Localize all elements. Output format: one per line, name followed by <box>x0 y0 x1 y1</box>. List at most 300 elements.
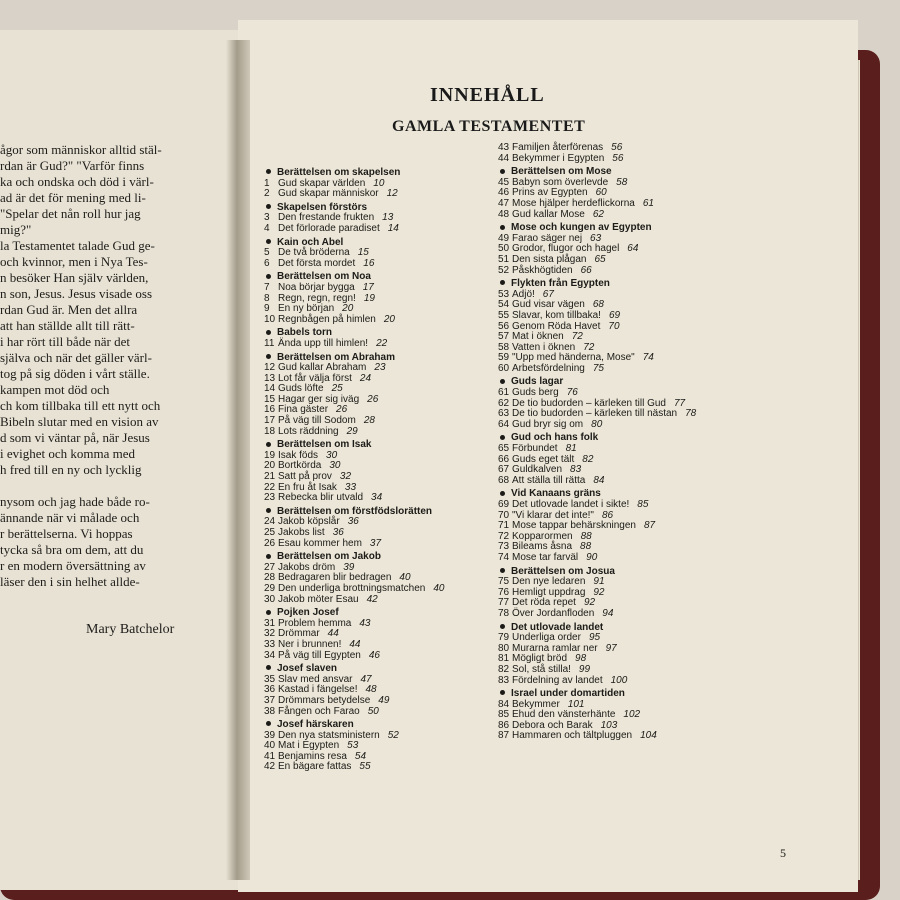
toc-entry-title: Gud bryr sig om <box>512 418 584 430</box>
toc-entry <box>264 539 494 550</box>
toc-entry-title: Vatten i öknen <box>512 341 576 353</box>
toc-entry-title: Guds eget tält <box>512 453 575 465</box>
toc-entry-page: 98 <box>575 653 587 665</box>
toc-entry-number: 86 <box>498 719 510 731</box>
toc-entry-number: 52 <box>498 264 510 276</box>
toc-entry-number: 67 <box>498 464 510 476</box>
toc-entry-page: 82 <box>582 453 594 465</box>
toc-entry-page: 40 <box>399 572 411 584</box>
toc-entry-number: 15 <box>264 393 276 405</box>
toc-entry-title: De tio budorden – kärleken till Gud <box>512 397 666 409</box>
toc-entry-title: Isak föds <box>278 449 319 461</box>
toc-entry-number: 54 <box>498 299 510 311</box>
toc-entry-title: Kastad i fängelse! <box>278 684 358 696</box>
toc-column-left <box>264 165 494 773</box>
toc-entry-title: Hemligt uppdrag <box>512 586 586 598</box>
toc-entry <box>498 609 778 620</box>
toc-entry-title: Att ställa till rätta <box>512 474 586 486</box>
toc-section-title: Berättelsen om Mose <box>511 166 612 178</box>
bullet-icon <box>500 624 505 629</box>
bullet-icon <box>266 508 271 513</box>
text-line: kampen mot död och <box>0 382 110 397</box>
toc-entry-number: 84 <box>498 698 510 710</box>
toc-entry <box>264 224 494 235</box>
toc-entry-page: 60 <box>595 187 607 199</box>
toc-entry <box>264 595 494 606</box>
toc-entry-number: 16 <box>264 404 276 416</box>
toc-entry-title: Mat i Egypten <box>278 740 340 752</box>
toc-entry-number: 45 <box>498 176 510 188</box>
toc-entry-page: 58 <box>616 176 628 188</box>
toc-entry <box>498 154 778 165</box>
toc-entry <box>498 476 778 487</box>
bullet-icon <box>266 665 271 670</box>
toc-entry-number: 53 <box>498 288 510 300</box>
toc-entry-number: 23 <box>264 492 276 504</box>
toc-entry-title: Jakob köpslår <box>278 516 340 528</box>
toc-entry-title: Drömmars betydelse <box>278 694 371 706</box>
toc-entry <box>498 731 778 742</box>
toc-entry-number: 48 <box>498 208 510 220</box>
toc-entry-page: 30 <box>326 449 338 461</box>
toc-entry-number: 81 <box>498 653 510 665</box>
toc-entry-page: 19 <box>363 292 375 304</box>
toc-entry-title: Fången och Farao <box>278 705 360 717</box>
bullet-icon <box>500 491 505 496</box>
toc-entry-page: 68 <box>592 299 604 311</box>
toc-entry <box>264 707 494 718</box>
toc-entry-page: 104 <box>640 730 657 742</box>
toc-entry-page: 43 <box>359 617 371 629</box>
toc-entry <box>498 210 778 221</box>
text-line: d som vi väntar på, när Jesus <box>0 430 150 445</box>
toc-entry-number: 77 <box>498 597 510 609</box>
text-line: läser den i sin helhet allde- <box>0 574 140 589</box>
toc-section-title: Israel under domartiden <box>511 688 625 700</box>
toc-entry-title: "Vi klarar det inte!" <box>512 509 594 521</box>
bullet-icon <box>266 239 271 244</box>
toc-section-title: Josef slaven <box>277 663 338 675</box>
toc-entry-number: 19 <box>264 449 276 461</box>
toc-entry-page: 52 <box>387 729 399 741</box>
toc-entry-title: Drömmar <box>278 628 320 640</box>
toc-entry-title: Murarna ramlar ner <box>512 642 598 654</box>
toc-entry <box>264 339 494 350</box>
toc-entry-page: 44 <box>327 628 339 640</box>
toc-entry-title: Bileams åsna <box>512 541 573 553</box>
toc-entry-page: 75 <box>592 362 604 374</box>
toc-entry-number: 12 <box>264 362 276 374</box>
bullet-icon <box>500 568 505 573</box>
toc-entry-number: 30 <box>264 593 276 605</box>
toc-entry-page: 32 <box>339 471 352 483</box>
bullet-icon <box>266 721 271 726</box>
toc-entry-page: 34 <box>371 492 383 504</box>
toc-entry-number: 3 <box>264 212 270 224</box>
toc-entry-page: 33 <box>344 481 357 493</box>
toc-entry-page: 101 <box>567 698 585 710</box>
toc-entry-title: Den nye ledaren <box>512 576 586 588</box>
toc-entry-page: 55 <box>359 761 371 773</box>
toc-section-heading <box>498 279 778 290</box>
toc-entry-page: 70 <box>608 320 620 332</box>
toc-entry-title: Det förlorade paradiset <box>278 222 380 234</box>
toc-entry-title: Babyn som överlevde <box>512 176 609 188</box>
toc-section-title: Skapelsen förstörs <box>277 201 368 213</box>
toc-entry-title: Den frestande frukten <box>278 212 375 224</box>
toc-entry-number: 51 <box>498 253 510 265</box>
toc-entry-number: 71 <box>498 520 510 532</box>
toc-entry-title: Slavar, kom tillbaka! <box>512 309 601 321</box>
bullet-icon <box>500 435 505 440</box>
text-line: ännande när vi målade och <box>0 510 140 525</box>
toc-section-title: Gud och hans folk <box>511 432 599 444</box>
toc-entry-page: 36 <box>347 516 359 528</box>
toc-entry <box>264 189 494 200</box>
text-line: rdan är Gud?" "Varför finns <box>0 158 145 173</box>
text-line: i evighet och komma med <box>0 446 136 461</box>
toc-entry-page: 88 <box>580 530 592 542</box>
toc-entry-number: 34 <box>264 649 276 661</box>
toc-section-title: Berättelsen om skapelsen <box>277 167 401 178</box>
toc-entry-page: 36 <box>332 527 344 538</box>
toc-entry-number: 73 <box>498 541 510 553</box>
toc-entry-title: Det röda repet <box>512 597 576 609</box>
toc-entry-number: 2 <box>264 188 270 200</box>
toc-entry-number: 8 <box>264 292 270 304</box>
toc-entry-number: 79 <box>498 632 510 644</box>
toc-entry-number: 33 <box>264 638 276 650</box>
toc-entry-number: 1 <box>264 177 270 189</box>
toc-entry-page: 20 <box>342 303 354 315</box>
toc-entry-title: En ny början <box>278 303 335 315</box>
toc-entry-number: 29 <box>264 582 276 594</box>
bullet-icon <box>266 204 271 209</box>
toc-entry-number: 21 <box>264 471 276 483</box>
text-line: tycka så bra om dem, att du <box>0 542 144 557</box>
toc-entry-page: 97 <box>605 642 617 654</box>
toc-entry <box>264 762 494 773</box>
toc-entry-page: 67 <box>542 288 554 300</box>
toc-entry-title: De tio budorden – kärleken till nästan <box>512 408 678 420</box>
toc-section-title: Flykten från Egypten <box>511 278 610 290</box>
toc-entry-title: Slav med ansvar <box>278 673 353 685</box>
toc-entry-number: 18 <box>264 425 276 437</box>
toc-entry-title: Påskhögtiden <box>512 264 573 276</box>
toc-entry-page: 46 <box>368 649 380 661</box>
toc-entry-page: 64 <box>627 243 639 255</box>
toc-entry-number: 42 <box>264 761 276 773</box>
bullet-icon <box>500 169 505 174</box>
toc-entry-page: 22 <box>376 337 388 349</box>
toc-entry-number: 6 <box>264 257 270 269</box>
toc-entry-number: 39 <box>264 729 276 741</box>
toc-entry-number: 69 <box>498 499 510 510</box>
toc-entry-number: 41 <box>264 750 276 762</box>
book-gutter <box>226 40 250 880</box>
toc-entry-title: Mat i öknen <box>512 331 564 343</box>
toc-entry-title: Underliga order <box>512 632 581 644</box>
toc-entry-title: Regn, regn, regn! <box>278 292 356 304</box>
toc-entry-page: 29 <box>346 425 358 437</box>
toc-entry-page: 92 <box>593 586 605 598</box>
toc-entry-title: Gud visar vägen <box>512 299 585 311</box>
toc-entry-page: 56 <box>611 142 623 153</box>
toc-entry-page: 12 <box>386 188 398 200</box>
toc-section-title: Josef härskaren <box>277 719 354 731</box>
toc-entry-number: 28 <box>264 572 276 584</box>
toc-entry-page: 37 <box>369 537 382 549</box>
toc-entry-number: 40 <box>264 740 276 752</box>
text-line: tog på sig döden i vårt ställe. <box>0 366 150 381</box>
toc-entry-title: Satt på prov <box>278 471 332 483</box>
bullet-icon <box>266 554 271 559</box>
toc-entry-title: På väg till Sodom <box>278 415 356 427</box>
toc-entry-title: Jakob möter Esau <box>278 593 359 605</box>
toc-entry-number: 17 <box>264 415 276 427</box>
toc-entry-title: Prins av Egypten <box>512 187 588 199</box>
toc-entry-number: 64 <box>498 418 510 430</box>
toc-entry-number: 44 <box>498 152 510 164</box>
text-line: r berättelserna. Vi hoppas <box>0 526 133 541</box>
text-line: ad är det för mening med li- <box>0 190 146 205</box>
toc-entry-number: 68 <box>498 474 510 486</box>
toc-entry-title: Mose hjälper herdeflickorna <box>512 197 635 209</box>
toc-entry-number: 55 <box>498 309 510 321</box>
toc-entry-page: 16 <box>363 257 375 269</box>
bullet-icon <box>266 169 271 174</box>
toc-entry-page: 47 <box>360 673 372 685</box>
toc-entry-number: 57 <box>498 331 510 343</box>
toc-entry-number: 47 <box>498 197 510 209</box>
toc-entry-number: 24 <box>264 516 276 528</box>
toc-entry-title: Bekymmer i Egypten <box>512 152 605 164</box>
toc-section-title: Berättelsen om Abraham <box>277 351 395 363</box>
toc-entry-number: 43 <box>498 142 510 153</box>
toc-entry-number: 7 <box>264 281 270 293</box>
toc-entry-number: 36 <box>264 684 276 696</box>
toc-entry-number: 20 <box>264 460 276 472</box>
toc-entry-page: 14 <box>387 222 399 234</box>
toc-entry-title: Den underliga brottningsmatchen <box>278 582 426 594</box>
toc-entry-title: Grodor, flugor och hagel <box>512 243 620 255</box>
toc-entry <box>498 676 778 687</box>
toc-entry-number: 32 <box>264 628 276 640</box>
toc-entry-page: 87 <box>643 520 656 532</box>
toc-entry-page: 28 <box>363 415 375 427</box>
toc-entry-number: 37 <box>264 694 276 706</box>
toc-entry-title: Rebecka blir utvald <box>278 492 364 504</box>
toc-entry-title: Benjamins resa <box>278 750 347 762</box>
toc-entry-page: 103 <box>600 719 618 731</box>
toc-entry-page: 81 <box>565 443 577 455</box>
toc-entry-number: 35 <box>264 673 276 685</box>
toc-entry-page: 78 <box>685 408 697 420</box>
toc-entry-number: 66 <box>498 453 510 465</box>
toc-entry-page: 56 <box>612 152 624 164</box>
text-line: att han ställde allt till rätt- <box>0 318 135 333</box>
toc-entry-page: 92 <box>583 597 596 609</box>
toc-entry-title: Mögligt bröd <box>512 653 568 665</box>
toc-entry-number: 78 <box>498 607 510 619</box>
text-line: r en modern översättning av <box>0 558 146 573</box>
toc-entry-title: Adjö! <box>512 288 535 300</box>
toc-entry-title: Sol, stå stilla! <box>512 663 571 675</box>
page-number: 5 <box>780 846 786 860</box>
toc-entry <box>498 364 778 375</box>
text-line: själva och när det gäller värl- <box>0 350 152 365</box>
toc-entry-page: 91 <box>593 576 605 588</box>
toc-section-title: Berättelsen om Noa <box>277 271 371 283</box>
toc-entry-title: Bekymmer <box>512 698 560 710</box>
toc-entry-number: 56 <box>498 320 510 332</box>
toc-entry-title: Den sista plågan <box>512 253 587 265</box>
toc-entry-number: 87 <box>498 730 510 742</box>
toc-entry-page: 24 <box>359 372 372 384</box>
toc-entry-number: 25 <box>264 527 276 538</box>
toc-entry-number: 11 <box>264 337 275 349</box>
bullet-icon <box>266 330 271 335</box>
toc-entry-number: 72 <box>498 530 510 542</box>
toc-entry <box>498 266 778 277</box>
toc-entry-number: 75 <box>498 576 510 588</box>
toc-section-title: Det utlovade landet <box>511 621 604 633</box>
toc-entry-number: 4 <box>264 222 270 234</box>
toc-entry-number: 80 <box>498 642 510 654</box>
text-line: i har rört till både när det <box>0 334 130 349</box>
toc-entry-title: Ehud den vänsterhänte <box>512 709 616 721</box>
toc-entry-title: Det utlovade landet i sikte! <box>512 499 630 510</box>
toc-entry-title: Mose tar farväl <box>512 551 579 563</box>
toc-entry-title: Gud skapar världen <box>278 177 366 189</box>
toc-entry-title: Noa börjar bygga <box>278 281 355 293</box>
toc-entry <box>264 651 494 662</box>
toc-section-title: Mose och kungen av Egypten <box>511 222 652 234</box>
toc-entry-number: 62 <box>498 397 510 409</box>
toc-entry-page: 61 <box>642 197 654 209</box>
toc-entry-title: "Upp med händerna, Mose" <box>512 352 635 364</box>
text-line: ågor som människor alltid stäl- <box>0 142 162 157</box>
toc-entry-title: Bedragaren blir bedragen <box>278 572 392 584</box>
toc-entry-title: Esau kommer hem <box>278 537 362 549</box>
toc-entry-title: En bägare fattas <box>278 761 352 773</box>
toc-entry <box>498 420 778 431</box>
toc-entry-number: 59 <box>498 352 510 364</box>
page-title: INNEHÅLL <box>430 84 545 106</box>
toc-entry-page: 44 <box>349 638 361 650</box>
toc-entry-title: På väg till Egypten <box>278 649 361 661</box>
toc-entry-page: 94 <box>602 607 614 619</box>
toc-entry-number: 13 <box>264 372 276 384</box>
toc-entry-page: 53 <box>347 740 359 752</box>
bullet-icon <box>500 690 505 695</box>
toc-entry-page: 30 <box>329 460 341 472</box>
text-line <box>0 478 236 494</box>
toc-entry-page: 62 <box>592 208 604 220</box>
toc-entry-number: 61 <box>498 387 510 399</box>
toc-entry-page: 10 <box>373 177 385 189</box>
toc-entry-number: 10 <box>264 313 276 325</box>
text-line: h fred till en ny och lycklig <box>0 462 142 477</box>
toc-entry-page: 48 <box>365 684 377 696</box>
toc-entry-page: 76 <box>566 387 578 399</box>
toc-column-right <box>498 143 778 742</box>
toc-entry-title: De två bröderna <box>278 247 350 259</box>
toc-entry-number: 63 <box>498 408 510 420</box>
toc-entry-title: Ner i brunnen! <box>278 638 342 650</box>
bullet-icon <box>266 610 271 615</box>
toc-entry-title: Fina gäster <box>278 404 329 416</box>
bullet-icon <box>266 354 271 359</box>
toc-entry-title: Farao säger nej <box>512 232 583 244</box>
text-line: Bibeln slutar med en vision av <box>0 414 159 429</box>
toc-entry-number: 50 <box>498 243 510 255</box>
toc-entry-number: 74 <box>498 551 510 563</box>
toc-entry-number: 82 <box>498 663 510 675</box>
toc-entry-page: 84 <box>593 474 605 486</box>
toc-entry-number: 5 <box>264 247 270 259</box>
toc-section-title: Guds lagar <box>511 376 564 388</box>
toc-entry-title: Jakobs list <box>278 527 325 538</box>
toc-entry-number: 22 <box>264 481 276 493</box>
toc-section-title: Babels torn <box>277 327 333 339</box>
toc-entry-page: 83 <box>570 464 582 476</box>
toc-entry <box>498 553 778 564</box>
toc-entry-page: 85 <box>637 499 649 510</box>
text-line: "Spelar det nån roll hur jag <box>0 206 141 221</box>
toc-entry-number: 9 <box>264 303 270 315</box>
toc-entry-page: 13 <box>382 212 394 224</box>
toc-section-title: Kain och Abel <box>277 236 344 248</box>
author-signature: Mary Batchelor <box>86 622 175 637</box>
toc-entry-number: 83 <box>498 674 510 686</box>
bullet-icon <box>266 442 271 447</box>
toc-entry-number: 49 <box>498 232 510 244</box>
toc-entry-page: 23 <box>374 362 386 374</box>
toc-entry-page: 26 <box>336 404 348 416</box>
text-line: rdan Gud är. Men det allra <box>0 302 138 317</box>
toc-entry-title: Över Jordanfloden <box>512 607 595 619</box>
text-line: nysom och jag hade både ro- <box>0 494 150 509</box>
toc-entry-page: 77 <box>673 397 686 409</box>
text-line: n besöker Han själv världen, <box>0 270 149 285</box>
bullet-icon <box>500 225 505 230</box>
toc-entry-title: Ända upp till himlen! <box>278 337 369 349</box>
toc-entry-page: 88 <box>580 541 592 553</box>
toc-entry-title: Problem hemma <box>278 617 352 629</box>
bullet-icon <box>266 274 271 279</box>
toc-entry-number: 65 <box>498 443 510 455</box>
left-page-text <box>0 142 236 590</box>
left-page <box>0 30 242 890</box>
toc-entry-title: Hagar ger sig iväg <box>278 393 360 405</box>
toc-section-title: Berättelsen om Josua <box>511 565 615 577</box>
text-line: la Testamentet talade Gud ge- <box>0 238 155 253</box>
toc-entry-page: 49 <box>378 694 390 706</box>
toc-entry <box>264 259 494 270</box>
toc-entry-number: 31 <box>264 617 276 629</box>
toc-entry-title: Arbetsfördelning <box>512 362 585 374</box>
text-line: och kvinnor, men i Nya Tes- <box>0 254 148 269</box>
toc-entry-title: Bortkörda <box>278 460 322 472</box>
toc-entry-title: Lot får välja först <box>278 372 352 384</box>
toc-entry-page: 39 <box>343 561 355 573</box>
toc-entry-page: 80 <box>591 418 603 430</box>
toc-entry-number: 85 <box>498 709 510 721</box>
toc-entry-page: 69 <box>608 309 621 321</box>
bullet-icon <box>500 280 505 285</box>
toc-entry-title: Familjen återförenas <box>512 142 604 153</box>
